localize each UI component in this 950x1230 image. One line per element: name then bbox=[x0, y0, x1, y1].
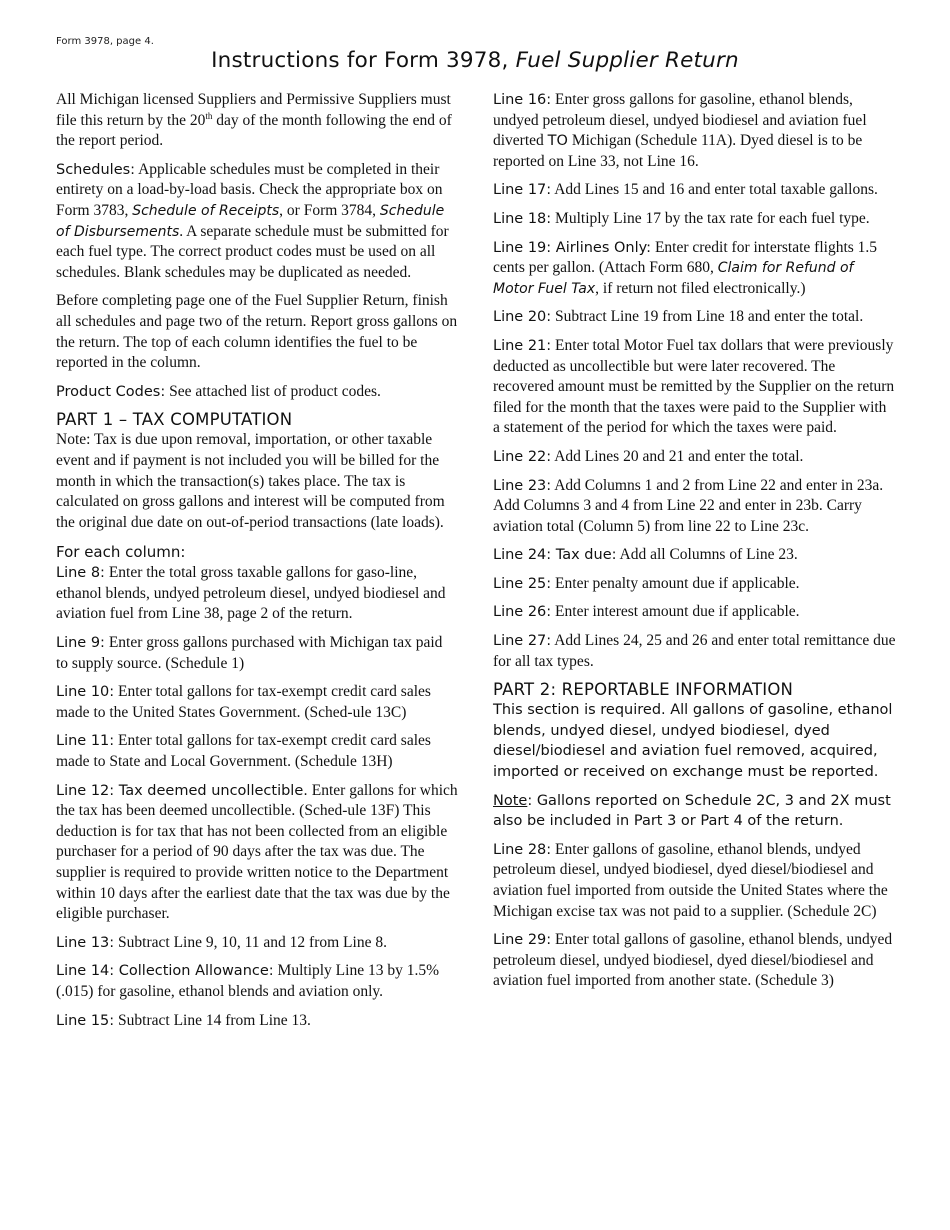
line-15: Line 15: Subtract Line 14 from Line 13. bbox=[56, 1011, 311, 1029]
part1-heading: PART 1 – TAX COMPUTATION bbox=[56, 410, 293, 430]
line-17: Line 17: Add Lines 15 and 16 and enter total taxable gallons. bbox=[493, 181, 878, 199]
part2-note: Note: Gallons reported on Schedule 2C, 3 and 2X must also be included in Part 3 or Part 4 of the return. bbox=[493, 792, 891, 830]
left-column bbox=[56, 90, 458, 1039]
title-form-name: Fuel Supplier Return bbox=[515, 48, 739, 73]
intro-paragraph: All Michigan licensed Suppliers and Permissive Suppliers must file this return by the 20th day of the month following the end of the report period. bbox=[56, 91, 452, 150]
each-column-heading: For each column: bbox=[56, 543, 186, 562]
title-prefix: Instructions for Form 3978, bbox=[211, 48, 516, 73]
line-22: Line 22: Add Lines 20 and 21 and enter the total. bbox=[493, 447, 804, 465]
line-25: Line 25: Enter penalty amount due if applicable. bbox=[493, 574, 800, 592]
line-23: Line 23: Add Columns 1 and 2 from Line 22 and enter in 23a. Add Columns 3 and 4 from Line 22 and enter in 23b. Carry aviation total (Column 5) from line 22 to Line 23c. bbox=[493, 476, 884, 535]
line-27: Line 27: Add Lines 24, 25 and 26 and enter total remittance due for all tax types. bbox=[493, 632, 896, 670]
line-19: Line 19: Airlines Only: Enter credit for interstate flights 1.5 cents per gallon. (Attach Form 680, Claim for Refund of Motor Fuel Tax, if return not filed electronically.) bbox=[493, 238, 878, 297]
product-codes-label: Product Codes: bbox=[56, 383, 166, 400]
line-24: Line 24: Tax due: Add all Columns of Line 23. bbox=[493, 546, 798, 564]
right-column bbox=[493, 90, 897, 1000]
before-paragraph: Before completing page one of the Fuel Supplier Return, finish all schedules and page two of the return. Report gross gallons on the return. The top of each column identifies the fuel to be reported in the column. bbox=[56, 292, 458, 372]
schedules-paragraph: Schedules: Applicable schedules must be completed in their entirety on a load-by-load basis. Check the appropriate box on Form 3783, Schedule of Receipts, or Form 3784, Schedule of Disbursements. A separate schedule must be submitted for each fuel type. The correct product codes must be used on all schedules. Blank schedules may be duplicated as needed. bbox=[56, 160, 449, 281]
line-29: Line 29: Enter total gallons of gasoline, ethanol blends, undyed petroleum diesel, undyed biodiesel, dyed diesel/biodiesel and aviation fuel imported from another state. (Schedule 3) bbox=[493, 931, 893, 990]
line-13: Line 13: Subtract Line 9, 10, 11 and 12 from Line 8. bbox=[56, 933, 387, 951]
page-title bbox=[0, 48, 950, 73]
line-8: Line 8: Enter the total gross taxable gallons for gaso-line, ethanol blends, undyed petroleum diesel, undyed biodiesel and aviation fuel from Line 38, page 2 of the return. bbox=[56, 564, 446, 623]
line-21: Line 21: Enter total Motor Fuel tax dollars that were previously deducted as uncollectible but were later recovered. The recovered amount must be remitted by the Supplier on the return filed for the month that the taxes were paid to the Supplier with a statement of the period for which the taxes were paid. bbox=[493, 336, 895, 437]
line-16: Line 16: Enter gross gallons for gasoline, ethanol blends, undyed petroleum diesel, undyed biodiesel and aviation fuel diverted TO Michigan (Schedule 11A). Dyed diesel is to be reported on Line 33, not Line 16. bbox=[493, 91, 867, 170]
page-label: Form 3978, page 4. bbox=[56, 36, 154, 47]
line-20: Line 20: Subtract Line 19 from Line 18 and enter the total. bbox=[493, 308, 864, 326]
product-codes-paragraph: Product Codes: See attached list of product codes. bbox=[56, 382, 381, 400]
line-12: Line 12: Tax deemed uncollectible. Enter gallons for which the tax has been deemed uncollectible. (Sched-ule 13F) This deduction is for tax that has not been collected from an eligible purchaser for a period of 90 days after the tax was due. The supplier is required to provide written notice to the Department within 10 days after the earliest date that the tax was due by the eligible purchaser. bbox=[56, 781, 458, 923]
line-18: Line 18: Multiply Line 17 by the tax rate for each fuel type. bbox=[493, 209, 870, 227]
line-11: Line 11: Enter total gallons for tax-exempt credit card sales made to State and Local Government. (Schedule 13H) bbox=[56, 732, 431, 771]
part2-text: This section is required. All gallons of gasoline, ethanol blends, undyed diesel, undyed biodiesel, dyed diesel/biodiesel and aviation fuel removed, acquired, imported or received on exchange must be reported. bbox=[493, 702, 893, 781]
line-14: Line 14: Collection Allowance: Multiply Line 13 by 1.5% (.015) for gasoline, ethanol blends and aviation only. bbox=[56, 962, 439, 1000]
line-28: Line 28: Enter gallons of gasoline, ethanol blends, undyed petroleum diesel, undyed biodiesel, dyed diesel/biodiesel and aviation fuel imported from outside the United States where the Michigan excise tax was not paid to a supplier. (Schedule 2C) bbox=[493, 840, 888, 920]
part1-note: Note: Tax is due upon removal, importation, or other taxable event and if payment is not included you will be billed for the month in which the transaction(s) takes place. The tax is calculated on gross gallons and interest will be computed from the original due date on out-of-period transactions (late loads). bbox=[56, 431, 445, 531]
line-10: Line 10: Enter total gallons for tax-exempt credit card sales made to the United States Government. (Sched-ule 13C) bbox=[56, 683, 431, 721]
line-26: Line 26: Enter interest amount due if applicable. bbox=[493, 603, 800, 621]
line-9: Line 9: Enter gross gallons purchased with Michigan tax paid to supply source. (Schedule 1) bbox=[56, 634, 443, 672]
schedules-label: Schedules: bbox=[56, 161, 136, 178]
part2-heading: PART 2: REPORTABLE INFORMATION bbox=[493, 680, 794, 700]
part2-note-label: Note bbox=[493, 792, 528, 809]
